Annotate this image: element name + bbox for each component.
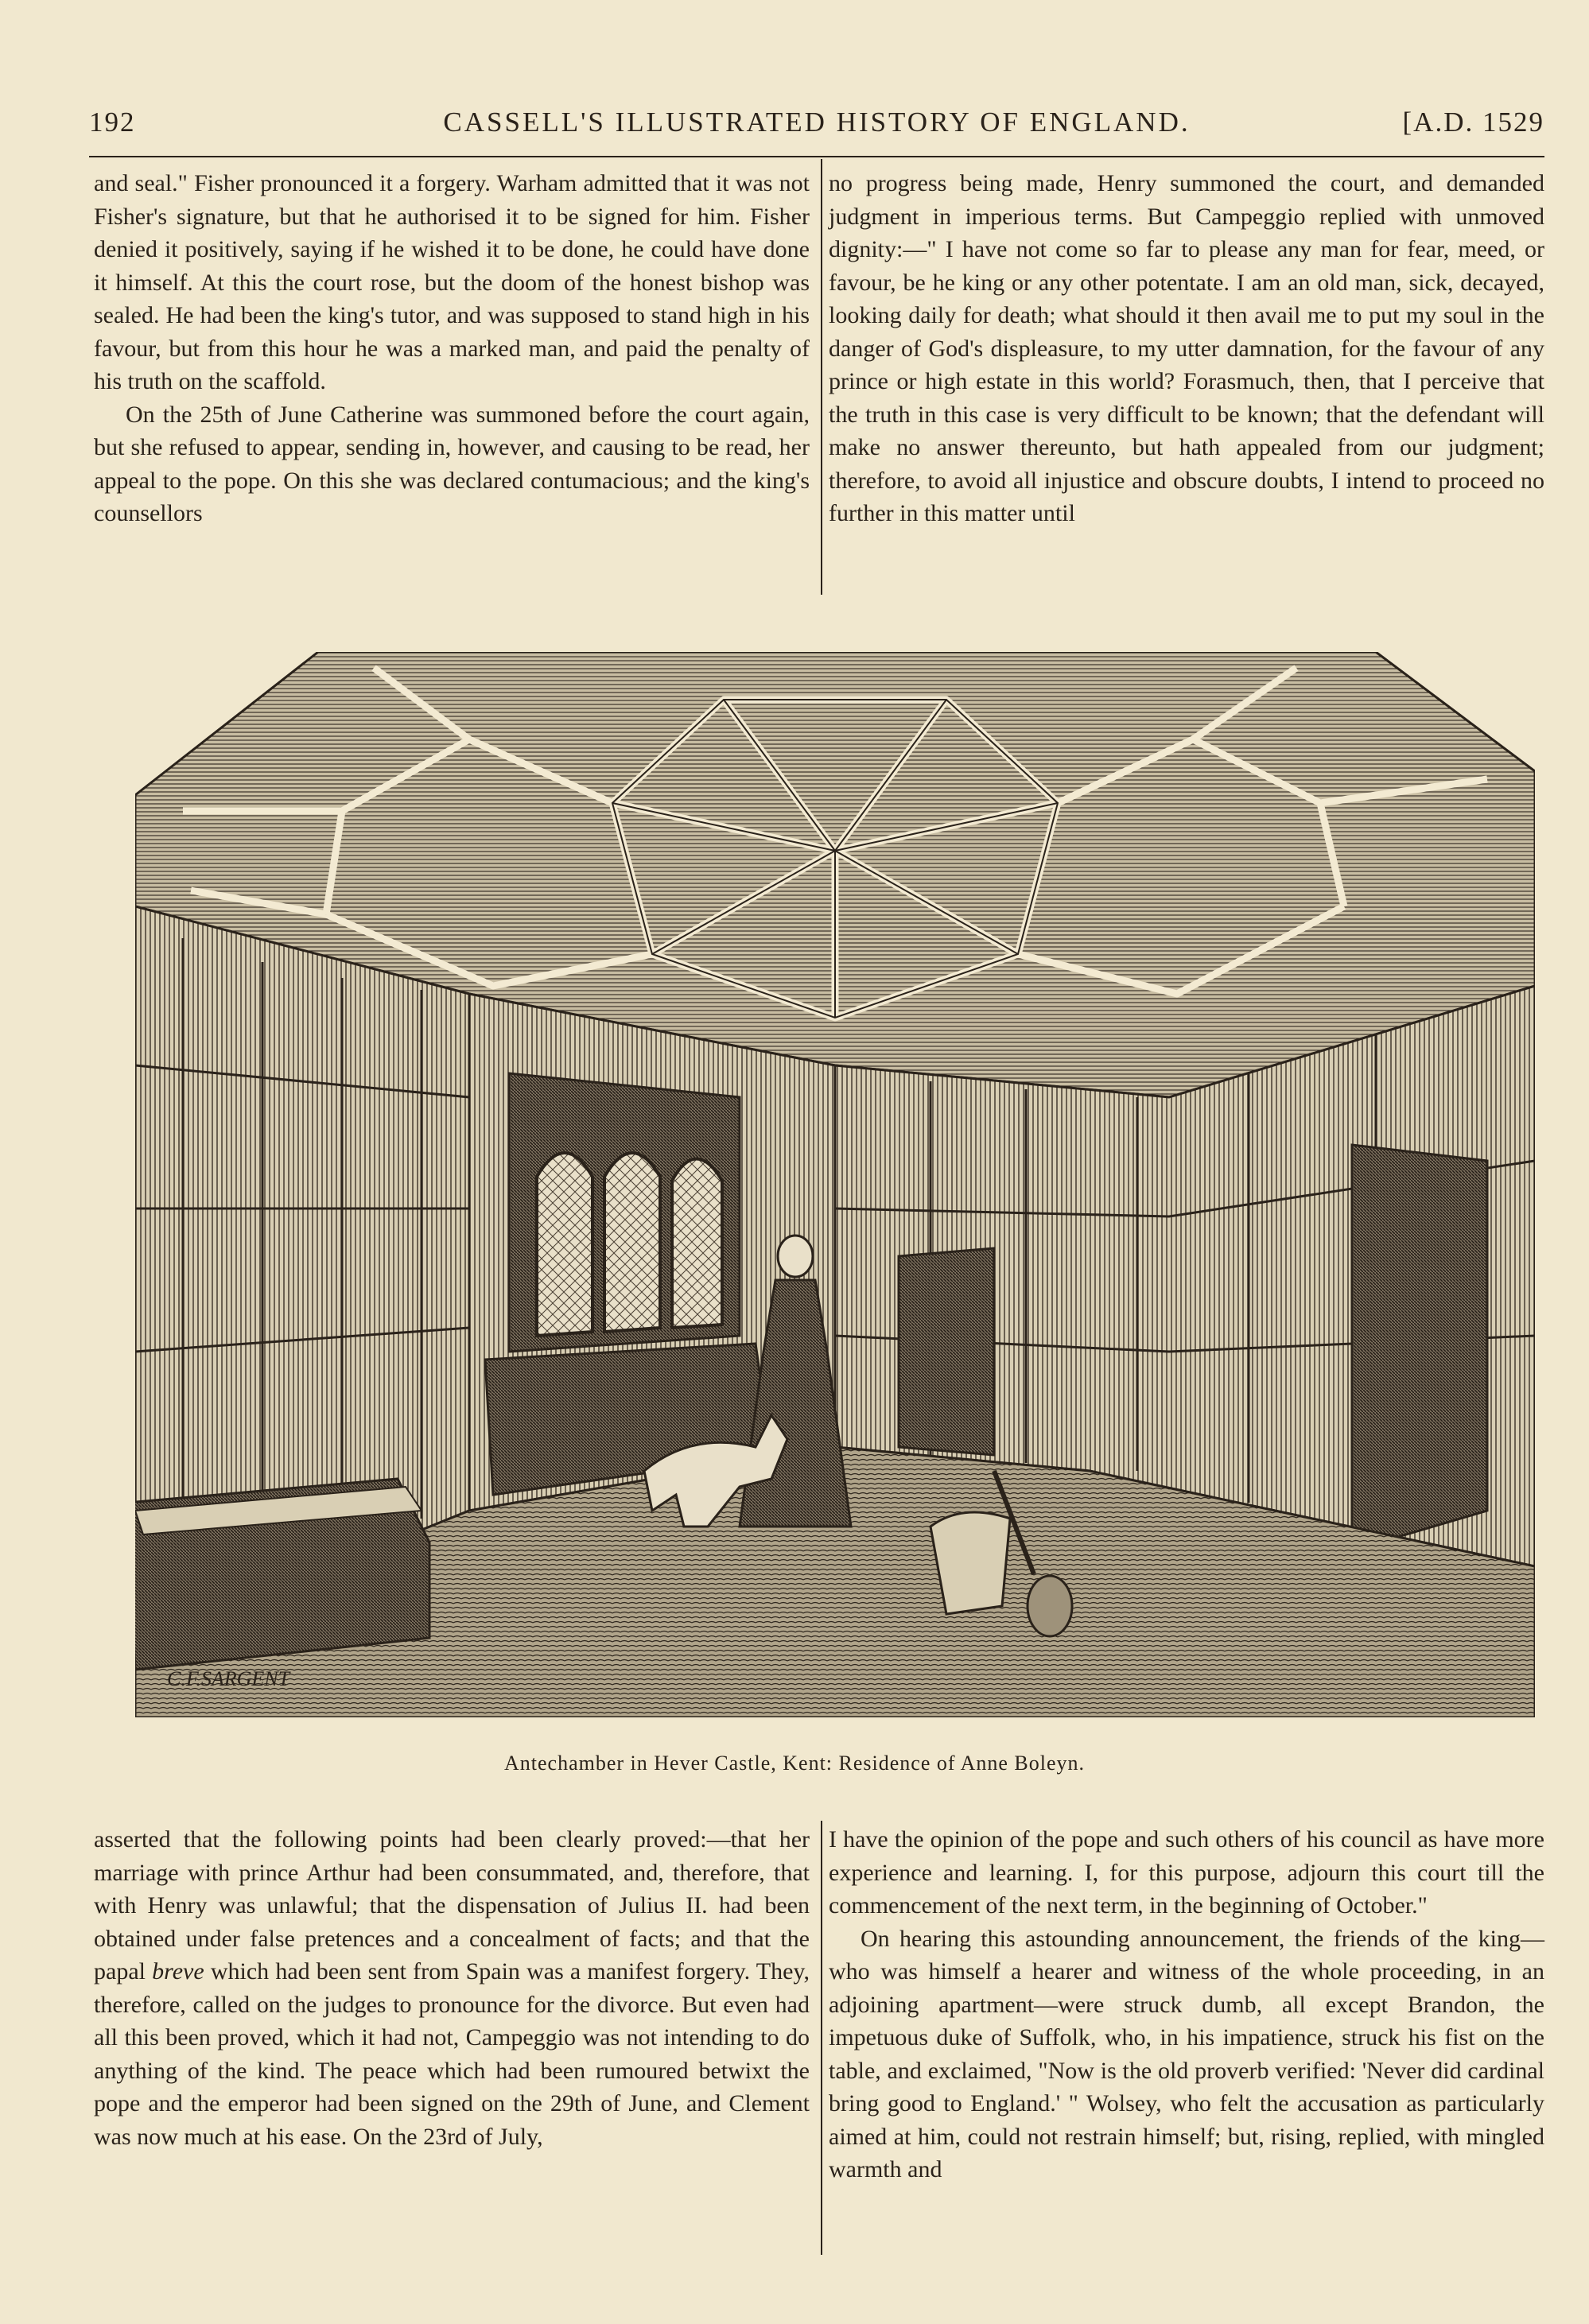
column-divider-bottom bbox=[821, 1821, 822, 2255]
header-rule bbox=[89, 156, 1544, 157]
engraving-illustration bbox=[135, 652, 1535, 1717]
figure-caption: Antechamber in Hever Castle, Kent: Residence of Anne Boleyn. bbox=[503, 1752, 1086, 1775]
leaded-window bbox=[537, 1153, 722, 1336]
paragraph: and seal." Fisher pronounced it a forgery. Warham admitted that it was not Fisher's signature, but that he authorised it to be signed for him. Fisher denied it positively, saying if he wished it to be done, he could have done it himself. At this the court rose, but the doom of the honest bishop was sealed. He had been the king's tutor, and was supposed to stand high in his favour, but from this hour he was a marked man, and paid the penalty of his truth on the scaffold. bbox=[94, 170, 810, 394]
column-divider-top bbox=[821, 159, 822, 595]
bottom-left-column bbox=[94, 1823, 810, 2153]
top-left-column bbox=[94, 167, 810, 530]
bottom-right-column bbox=[829, 1823, 1544, 2186]
running-header bbox=[89, 107, 1544, 151]
running-title: CASSELL'S ILLUSTRATED HISTORY OF ENGLAND. bbox=[443, 107, 1191, 138]
paragraph-text: which had been sent from Spain was a manifest forgery. They, therefore, called on the judges to pronounce for the divorce. But even had all this been proved, which it had not, Campeggio was not intending to do anything of the kind. The peace which had been rumoured betwixt the pope and the emperor had been signed on the 29th of June, and Clement was now much at his ease. On the 23rd of July, bbox=[94, 1958, 810, 2150]
paragraph-text: asserted that the following points had been clearly proved:—that her marriage with prince Arthur had been consummated, and, therefore, that with Henry was unlawful; that the dispensation of Julius II. had been obtained under false pretences and a concealment of facts; and that the papal bbox=[94, 1826, 810, 1985]
page-number: 192 bbox=[89, 107, 136, 138]
paragraph: On the 25th of June Catherine was summoned before the court again, but she refused to appear, sending in, however, and causing to be read, her appeal to the pope. On this she was declared contumacious; and the king's counsellors bbox=[94, 401, 810, 526]
antechamber-engraving bbox=[135, 652, 1535, 1717]
paragraph: no progress being made, Henry summoned the court, and demanded judgment in imperious terms. But Campeggio replied with unmoved dignity:—" I have not come so far to please any man for fear, meed, or favour, be he king or any other potentate. I am an old man, sick, decayed, looking daily for death; what should it then avail me to put my soul in the danger of God's displeasure, to my utter damnation, for the favour of any prince or high estate in this world? Forasmuch, then, that I perceive that the truth in this case is very difficult to be known; that the defendant will make no answer thereunto, but hath appealed from our judgment; therefore, to avoid all injustice and obscure doubts, I intend to proceed no further in this matter until bbox=[829, 170, 1544, 526]
italic-word: breve bbox=[152, 1958, 204, 1985]
engraver-signature: C.F.SARGENT bbox=[167, 1667, 290, 1690]
paragraph: I have the opinion of the pope and such others of his council as have more experience and learning. I, for this purpose, adjourn this court till the commencement of the next term, in the beginning of October." bbox=[829, 1826, 1544, 1919]
paragraph: On hearing this astounding announcement, the friends of the king—who was himself a hearer and witness of the whole proceeding, in an adjoining apartment—were struck dumb, all except Brandon, the impetuous duke of Suffolk, who, in his impatience, struck his fist on the table, and exclaimed, "Now is the old proverb verified: 'Never did cardinal bring good to England.' " Wolsey, who felt the accusation as particularly aimed at him, could not restrain himself; but, rising, replied, with mingled warmth and bbox=[829, 1925, 1544, 2182]
top-right-column bbox=[829, 167, 1544, 530]
paragraph bbox=[94, 1823, 810, 2153]
date-label: [A.D. 1529 bbox=[1402, 107, 1544, 138]
carved-chest bbox=[135, 1479, 429, 1670]
